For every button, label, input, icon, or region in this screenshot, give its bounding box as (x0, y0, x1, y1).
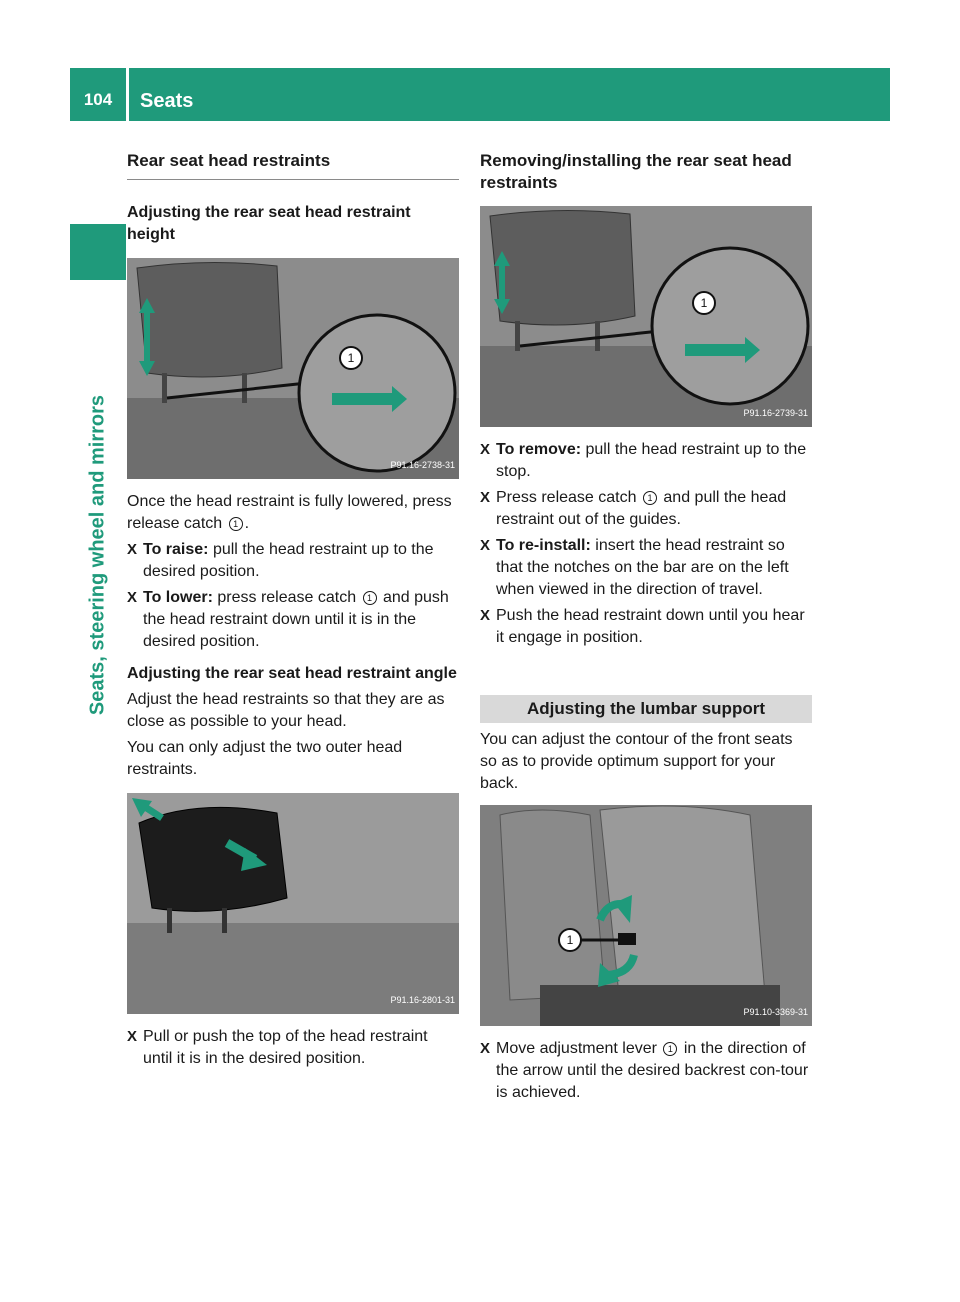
figure-angle-adjust (127, 793, 459, 1014)
height-steps (127, 539, 459, 653)
callout-marker: 1 (663, 1042, 677, 1056)
side-tab (70, 224, 126, 280)
figure-lumbar (480, 805, 812, 1026)
figure-height-illustration (127, 258, 459, 479)
figure-lumbar-illustration (480, 805, 812, 1026)
left-column (127, 150, 459, 1070)
chapter-title: Seats (140, 90, 194, 112)
figure-removing-illustration (480, 206, 812, 427)
angle-steps (127, 1026, 459, 1070)
header-divider (126, 68, 129, 121)
step-lumbar: X Move adjustment lever 1 in the direction of the arrow until the desired backrest con-tour is achieved. (480, 1038, 812, 1104)
figure-callout: 1 (700, 296, 708, 310)
figure-angle-illustration (127, 793, 459, 1014)
figure-removing (480, 206, 812, 427)
figure-code: P91.10-3369-31 (743, 1007, 808, 1017)
step-raise: X To raise: pull the head restraint up to the desired position. (127, 539, 459, 583)
angle-para-1: Adjust the head restraints so that they are as close as possible to your head. (127, 691, 445, 730)
step-angle: X Pull or push the top of the head restraint until it is in the desired position. (127, 1026, 459, 1070)
figure-callout: 1 (347, 351, 355, 365)
page-header (70, 68, 890, 121)
removing-steps (480, 439, 812, 649)
angle-heading: Adjusting the rear seat head restraint angle (127, 665, 457, 682)
callout-marker: 1 (363, 591, 377, 605)
angle-para-2: You can only adjust the two outer head restraints. (127, 739, 403, 778)
callout-marker: 1 (643, 491, 657, 505)
side-chapter-label: Seats, steering wheel and mirrors (86, 394, 109, 716)
step-push-down: X Push the head restraint down until you hear it engage in position. (480, 605, 812, 649)
section-title: Rear seat head restraints (127, 150, 459, 180)
lumbar-para: You can adjust the contour of the front seats so as to provide optimum support for your back. (480, 731, 793, 792)
step-release: X Press release catch 1 and pull the head restraint out of the guides. (480, 487, 812, 531)
figure-callout: 1 (566, 933, 574, 947)
figure-code: P91.16-2738-31 (390, 460, 455, 470)
lumbar-heading: Adjusting the lumbar support (480, 695, 812, 723)
step-remove: X To remove: pull the head restraint up to the stop. (480, 439, 812, 483)
right-column (480, 150, 812, 1104)
removing-heading: Removing/installing the rear seat head restraints (480, 151, 792, 192)
callout-marker: 1 (229, 517, 243, 531)
figure-code: P91.16-2739-31 (743, 408, 808, 418)
figure-height-adjust (127, 258, 459, 479)
page-number: 104 (83, 89, 113, 109)
height-heading: Adjusting the rear seat head restraint height (127, 204, 411, 243)
lumbar-steps (480, 1038, 812, 1104)
step-reinstall: X To re-install: insert the head restraint so that the notches on the bar are on the left when viewed in the direction of travel. (480, 535, 812, 601)
height-intro: Once the head restraint is fully lowered, press release catch 1 . (127, 493, 452, 532)
step-lower: X To lower: press release catch 1 and push the head restraint down until it is in the desired position. (127, 587, 459, 653)
figure-code: P91.16-2801-31 (390, 995, 455, 1005)
